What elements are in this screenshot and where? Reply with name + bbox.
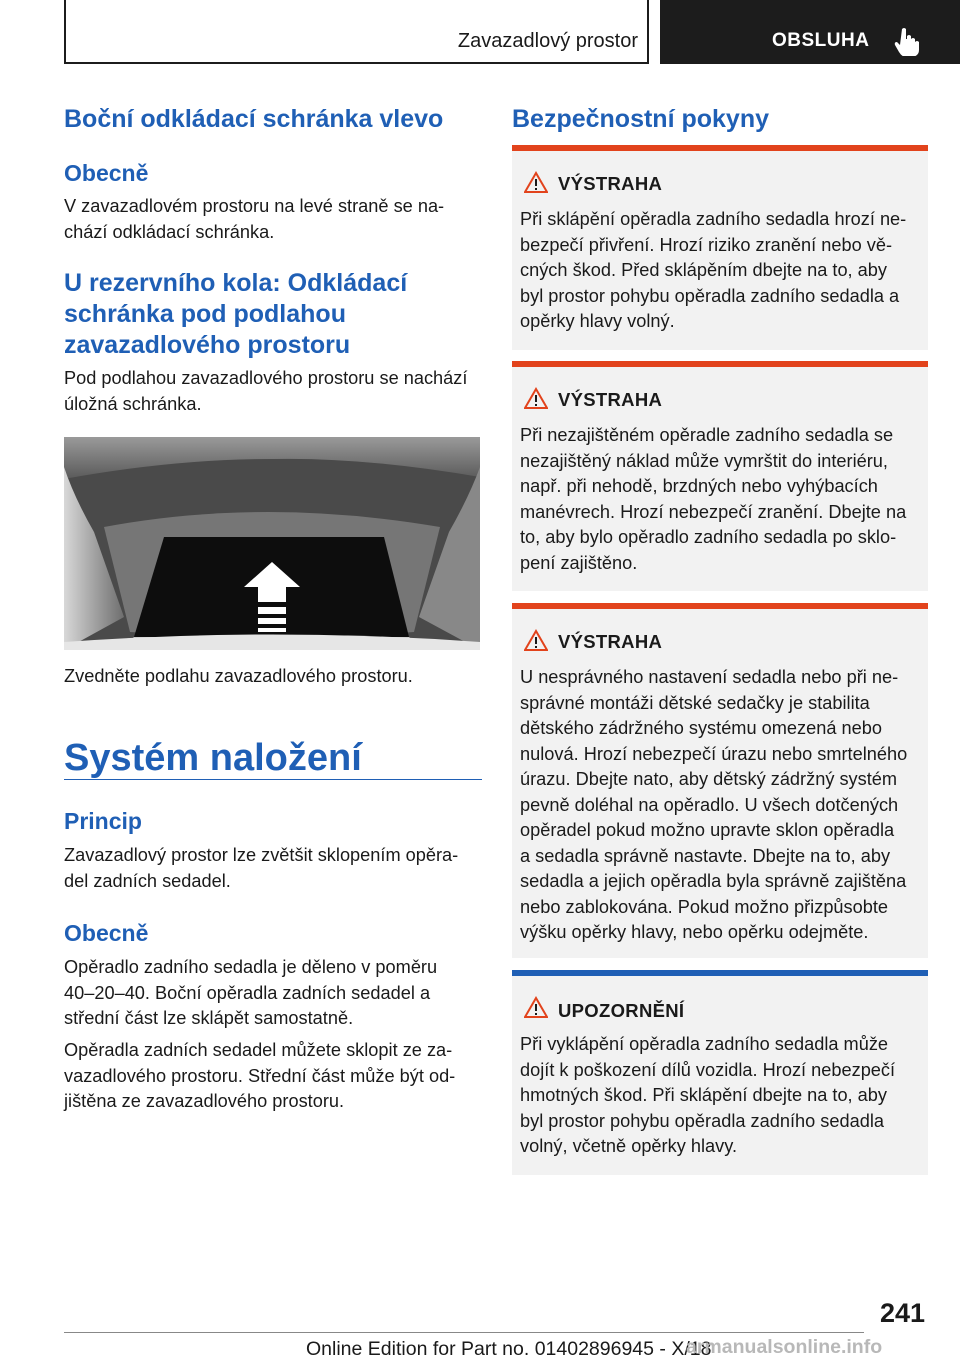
warning-triangle-icon	[524, 387, 548, 409]
header-section-title: Zavazadlový prostor	[457, 30, 638, 52]
notice-text	[520, 1032, 928, 1160]
warning-triangle-icon	[524, 629, 548, 651]
warning-box-1	[512, 145, 928, 350]
notice-triangle-icon	[524, 996, 548, 1018]
text-line: střední část lze sklápět samostatně.	[64, 1008, 354, 1028]
warning-title: VÝSTRAHA	[558, 631, 663, 652]
text-line: sedadla a jejich opěradla byla správně zajištěna	[520, 871, 907, 891]
text-line: Zavazadlový prostor lze zvětšit sklopením opěra-	[64, 845, 459, 865]
text-line: dojít k poškození dílů vozidla. Hrozí nebezpečí	[520, 1059, 896, 1080]
warning-title: VÝSTRAHA	[558, 389, 663, 410]
heading-safety-notes: Bezpečnostní pokyny	[512, 105, 769, 133]
paragraph-spare-wheel	[64, 366, 482, 417]
footer-divider	[64, 1332, 864, 1333]
warning-triangle-icon	[524, 171, 548, 193]
footer-watermark: armanualsonline.info	[686, 1336, 883, 1358]
page-number: 241	[880, 1298, 926, 1328]
text-line: vazadlového prostoru. Střední část může být od-	[64, 1065, 456, 1086]
heading-line: U rezervního kola: Odkládací	[64, 269, 408, 297]
heading-spare-wheel	[64, 268, 407, 361]
text-line: Při vyklápění opěradla zadního sedadla může	[520, 1034, 889, 1054]
text-line: nulová. Hrozí nebezpečí úrazu nebo smrtelného	[520, 743, 908, 764]
footer-edition: Online Edition for Part no. 01402896945 - X/18	[306, 1338, 712, 1360]
paragraph-principle	[64, 843, 482, 894]
warning-text	[520, 665, 928, 946]
text-line: Při nezajištěném opěradle zadního sedadla se	[520, 425, 894, 445]
heading-underline	[64, 779, 482, 780]
warning-bar	[512, 603, 928, 609]
text-line: 40–20–40. Boční opěradla zadních sedadel a	[64, 982, 431, 1003]
warning-bar	[512, 145, 928, 151]
text-line: bezpečí přivření. Hrozí riziko zranění nebo vě-	[520, 234, 893, 255]
text-line: cných škod. Před sklápěním dbejte na to, aby	[520, 260, 887, 280]
text-line: pevně doléhal na opěradlo. U všech dotčených	[520, 794, 899, 815]
header-tab-obsluha[interactable]	[660, 0, 960, 64]
text-line: jištěna ze zavazadlového prostoru.	[64, 1091, 345, 1111]
text-line: hmotných škod. Při sklápění dbejte na to, aby	[520, 1085, 887, 1105]
text-line: úrazu. Dbejte nato, aby dětský zádržný systém	[520, 769, 898, 789]
text-line: Opěradla zadních sedadel můžete sklopit ze za-	[64, 1040, 453, 1060]
warning-text	[520, 207, 928, 335]
text-line: např. při nehodě, brzdných nebo vyhýbacích	[520, 476, 878, 496]
text-line: Pod podlahou zavazadlového prostoru se nachází	[64, 368, 468, 388]
heading-general-2: Obecně	[64, 920, 149, 946]
notice-box	[512, 970, 928, 1175]
heading-general-1: Obecně	[64, 160, 149, 186]
text-line: úložná schránka.	[64, 393, 202, 414]
text-line: to, aby bylo opěradlo zadního sedadla po sklo-	[520, 527, 897, 547]
heading-line: zavazadlového prostoru	[64, 331, 351, 359]
heading-principle: Princip	[64, 808, 142, 834]
paragraph-general-2a	[64, 955, 482, 1032]
paragraph-general-2b	[64, 1038, 482, 1115]
text-line: byl prostor pohybu opěradla zadního sedadla	[520, 1110, 885, 1131]
warning-box-3	[512, 603, 928, 958]
paragraph-general-1	[64, 194, 482, 245]
header-tab-label: OBSLUHA	[772, 30, 870, 51]
heading-side-compartment: Boční odkládací schránka vlevo	[64, 105, 444, 133]
hand-pointer-icon	[892, 26, 922, 56]
text-line: nebo zablokována. Pokud možno přizpůsobte	[520, 896, 889, 917]
text-line: manévrech. Hrozí nebezpečí zranění. Dbejte na	[520, 501, 907, 522]
text-line: volný, včetně opěrky hlavy.	[520, 1136, 738, 1156]
text-line: nezajištěný náklad může vymrštit do interiéru,	[520, 450, 888, 471]
text-line: opěradel pokud možno upravte sklon opěradla	[520, 820, 895, 840]
heading-load-system: Systém naložení	[64, 737, 362, 779]
notice-bar	[512, 970, 928, 976]
text-line: opěrky hlavy volný.	[520, 311, 675, 331]
text-line: del zadních sedadel.	[64, 870, 231, 891]
notice-title: UPOZORNĚNÍ	[558, 1000, 685, 1021]
text-line: a sedadla správně nastavte. Dbejte na to, aby	[520, 845, 891, 866]
trunk-floor-illustration	[64, 437, 480, 650]
text-line: byl prostor pohybu opěradla zadního sedadla a	[520, 285, 900, 306]
text-line: V zavazadlovém prostoru na levé straně se na-	[64, 196, 445, 216]
text-line: Při sklápění opěradla zadního sedadla hrozí ne-	[520, 209, 907, 229]
warning-title: VÝSTRAHA	[558, 173, 663, 194]
text-line: U nesprávného nastavení sedadla nebo při ne-	[520, 667, 899, 687]
text-line: pení zajištěno.	[520, 552, 638, 573]
text-line: dětského zádržného systému omezená nebo	[520, 718, 882, 738]
figure-caption: Zvedněte podlahu zavazadlového prostoru.	[64, 666, 413, 686]
text-line: chází odkládací schránka.	[64, 221, 275, 242]
warning-text	[520, 423, 928, 576]
text-line: Opěradlo zadního sedadla je děleno v poměru	[64, 957, 438, 977]
text-line: výšku opěrky hlavy, nebo opěrku odejměte.	[520, 922, 869, 942]
text-line: správné montáži dětské sedačky je stabilita	[520, 692, 870, 713]
heading-line: schránka pod podlahou	[64, 300, 346, 328]
warning-bar	[512, 361, 928, 367]
warning-box-2	[512, 361, 928, 591]
